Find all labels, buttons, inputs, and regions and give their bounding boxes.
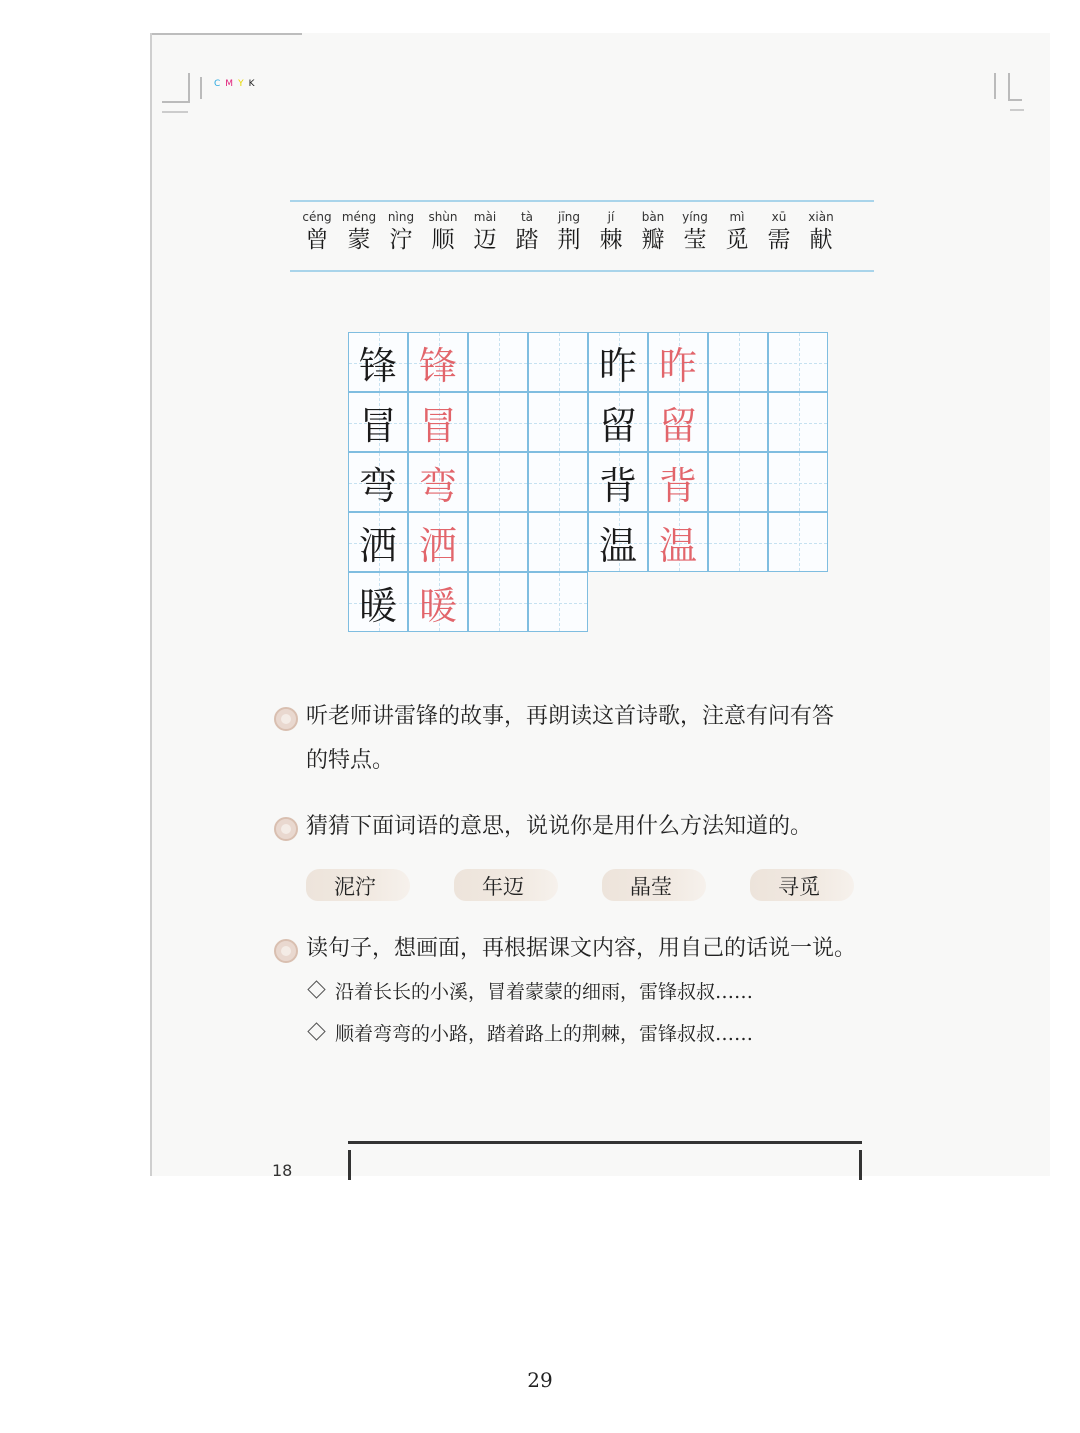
grid-cell-blank[interactable] — [528, 512, 588, 572]
grid-cell-trace — [408, 332, 468, 392]
grid-cell-trace — [408, 572, 468, 632]
pinyin: jīng — [558, 210, 580, 224]
sentence-text: 顺着弯弯的小路，踏着路上的荆棘，雷锋叔叔…… — [335, 1023, 754, 1045]
model-character: 锋 — [358, 343, 397, 388]
document-page-number: 29 — [527, 1368, 553, 1392]
pinyin: tà — [520, 210, 534, 224]
vocab-item — [588, 210, 634, 254]
hanzi: 顺 — [431, 227, 455, 253]
hanzi: 荆 — [557, 227, 581, 253]
model-character: 背 — [598, 463, 637, 508]
word-chip-text: 泥泞 — [334, 875, 376, 899]
box-right-edge — [859, 1150, 862, 1180]
grid-cell-trace — [648, 392, 708, 452]
trace-character: 温 — [658, 523, 697, 568]
vocab-item — [462, 210, 508, 254]
word-chip — [454, 867, 564, 903]
pinyin: xū — [771, 210, 787, 224]
grid-cell-blank[interactable] — [528, 452, 588, 512]
vocab-item — [672, 210, 718, 254]
vocab-item — [546, 210, 592, 254]
pinyin: bàn — [641, 210, 665, 224]
grid-cell-model — [588, 332, 648, 392]
pinyin: mài — [473, 210, 497, 224]
exercise-marker-icon — [274, 707, 298, 731]
trace-character: 昨 — [658, 343, 697, 388]
model-character: 洒 — [358, 523, 397, 568]
cmyk-m: M — [225, 79, 239, 89]
word-chip-text: 寻觅 — [778, 875, 820, 899]
word-chip — [602, 867, 712, 903]
vocab-item — [756, 210, 802, 254]
hanzi: 泞 — [389, 227, 413, 253]
grid-cell-blank[interactable] — [708, 392, 768, 452]
cmyk-registration-mark — [214, 79, 259, 89]
diamond-bullet-icon — [307, 980, 325, 998]
grid-cell-blank[interactable] — [468, 392, 528, 452]
model-character: 昨 — [598, 343, 637, 388]
grid-cell-blank[interactable] — [768, 452, 828, 512]
grid-cell-blank[interactable] — [528, 392, 588, 452]
crop-mark-bar — [200, 77, 202, 99]
hanzi: 蒙 — [347, 227, 371, 253]
vocab-item — [420, 210, 466, 254]
pinyin: méng — [341, 210, 377, 224]
exercise-3-text: 读句子，想画面，再根据课文内容，用自己的话说一说。 — [306, 936, 857, 961]
hanzi: 瓣 — [641, 227, 665, 253]
hanzi: 需 — [767, 227, 791, 253]
model-character: 留 — [598, 403, 637, 448]
crop-mark-top-right-bar — [994, 73, 996, 99]
hanzi: 献 — [809, 227, 833, 253]
pinyin: mì — [729, 210, 745, 224]
cmyk-c: C — [214, 79, 226, 89]
grid-cell-blank[interactable] — [768, 332, 828, 392]
grid-cell-model — [348, 452, 408, 512]
grid-cell-blank[interactable] — [708, 452, 768, 512]
pinyin: yíng — [682, 210, 708, 224]
word-chip-text: 晶莹 — [630, 875, 672, 899]
page-top-edge — [152, 33, 302, 35]
grid-cell-model — [588, 452, 648, 512]
hanzi: 莹 — [683, 227, 707, 253]
word-chip-text: 年迈 — [482, 875, 524, 899]
grid-cell-blank[interactable] — [708, 512, 768, 572]
diamond-bullet-icon — [307, 1022, 325, 1040]
sentence-text: 沿着长长的小溪，冒着蒙蒙的细雨，雷锋叔叔…… — [335, 981, 754, 1003]
pinyin: xiàn — [808, 210, 834, 224]
crop-mark-top-right — [1008, 73, 1022, 101]
trace-character: 暖 — [418, 583, 457, 628]
grid-cell-blank[interactable] — [528, 572, 588, 632]
grid-cell-blank[interactable] — [768, 512, 828, 572]
hanzi: 迈 — [473, 227, 497, 253]
pinyin: nìng — [387, 210, 415, 224]
grid-cell-blank[interactable] — [708, 332, 768, 392]
word-chip — [750, 867, 860, 903]
crop-mark-top-right-rule — [1010, 109, 1024, 111]
grid-cell-blank[interactable] — [468, 332, 528, 392]
next-section-box — [348, 1141, 862, 1184]
book-page-number: 18 — [272, 1161, 293, 1180]
crop-mark-top-left — [162, 73, 190, 103]
model-character: 弯 — [358, 463, 397, 508]
model-character: 温 — [598, 523, 637, 568]
cmyk-k: K — [248, 79, 260, 89]
grid-cell-model — [588, 512, 648, 572]
model-character: 冒 — [358, 403, 397, 448]
pinyin: jí — [607, 210, 615, 224]
word-chip — [306, 867, 416, 903]
vocabulary-strip — [290, 200, 874, 272]
grid-cell-trace — [408, 512, 468, 572]
exercise-1-line-1: 听老师讲雷锋的故事，再朗读这首诗歌，注意有问有答 — [306, 704, 835, 729]
exercise-marker-icon — [274, 939, 298, 963]
exercise-marker-icon — [274, 817, 298, 841]
grid-cell-trace — [648, 332, 708, 392]
sentence-item — [310, 1019, 753, 1046]
trace-character: 背 — [658, 463, 697, 508]
grid-cell-trace — [648, 452, 708, 512]
box-left-edge — [348, 1150, 351, 1180]
trace-character: 冒 — [418, 403, 457, 448]
trace-character: 留 — [658, 403, 697, 448]
grid-cell-trace — [648, 512, 708, 572]
vocab-item — [504, 210, 550, 254]
model-character: 暖 — [358, 583, 397, 628]
grid-cell-trace — [408, 452, 468, 512]
hanzi: 曾 — [305, 227, 329, 253]
grid-cell-model — [348, 332, 408, 392]
vocab-item — [714, 210, 760, 254]
vocab-item — [798, 210, 844, 254]
hanzi: 棘 — [599, 227, 623, 253]
grid-cell-blank[interactable] — [528, 332, 588, 392]
grid-cell-blank[interactable] — [468, 572, 528, 632]
exercise-1-line-2: 的特点。 — [306, 748, 395, 773]
pinyin: céng — [302, 210, 332, 224]
vocab-item — [378, 210, 424, 254]
grid-cell-model — [348, 572, 408, 632]
vocab-item — [294, 210, 340, 254]
hanzi: 踏 — [515, 227, 539, 253]
grid-cell-blank[interactable] — [468, 512, 528, 572]
pinyin: shùn — [428, 210, 458, 224]
cmyk-y: Y — [238, 79, 249, 89]
grid-cell-model — [348, 512, 408, 572]
grid-cell-trace — [408, 392, 468, 452]
trace-character: 弯 — [418, 463, 457, 508]
grid-cell-model — [348, 392, 408, 452]
trace-character: 洒 — [418, 523, 457, 568]
grid-cell-blank[interactable] — [768, 392, 828, 452]
vocab-item — [336, 210, 382, 254]
hanzi: 觅 — [725, 227, 749, 253]
grid-cell-blank[interactable] — [468, 452, 528, 512]
textbook-page — [150, 33, 1050, 1180]
sentence-item — [310, 977, 753, 1004]
crop-mark-top-left-rule — [162, 111, 188, 113]
exercise-2-text: 猜猜下面词语的意思，说说你是用什么方法知道的。 — [306, 814, 813, 839]
vocab-item — [630, 210, 676, 254]
trace-character: 锋 — [418, 343, 457, 388]
grid-cell-model — [588, 392, 648, 452]
